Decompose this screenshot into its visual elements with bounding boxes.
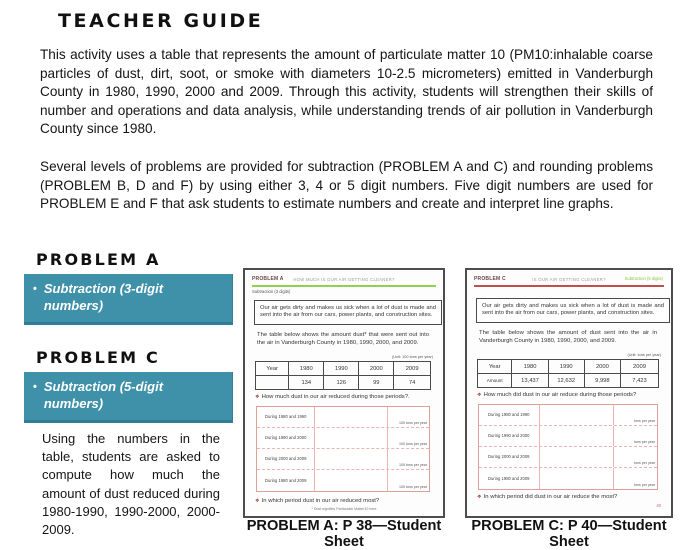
bullet-icon: • xyxy=(33,283,37,295)
sheet-a-intro-box: Our air gets dirty and makes us sick when a lot of dust is made and sent into the air from our cars, power plants, and construction sites. xyxy=(254,300,442,325)
answer-unit: 100 tons per year xyxy=(398,442,427,446)
intro-paragraph: This activity uses a table that represents the amount of particulate matter 10 (PM10:inhalable coarse particles of dust, dirt, soot, or smoke with diameters 10-2.5 micrometers) emitted in Vanderburgh County in 1980, 1990, 2000 and 2009. Through this activity, students will strengthen their skills of number and operations and data analysis, while understanding trends of air pollution in Vanderburgh County since 1980. xyxy=(40,47,653,137)
answer-row xyxy=(257,449,429,470)
answer-blank-cell xyxy=(315,449,387,469)
sheet-a-title: HOW MUCH IS OUR AIR GETTING CLEANER? xyxy=(293,277,395,282)
table-cell: 9,998 xyxy=(584,374,620,388)
table-cell: Year xyxy=(256,362,289,376)
sheet-a-answer-table xyxy=(256,406,430,492)
diamond-bullet-icon: ❖ xyxy=(477,392,482,398)
table-cell: 134 xyxy=(289,376,324,390)
answer-period: During 1980 and 1990 xyxy=(257,407,315,427)
sheet-c-title: IS OUR AIR GETTING CLEANER? xyxy=(532,277,606,282)
answer-period: During 2000 and 2009 xyxy=(479,447,540,467)
table-cell: 13,437 xyxy=(512,374,548,388)
problem-a-callout-label: Subtraction (3-digit numbers) xyxy=(43,281,164,313)
table-cell: 2000 xyxy=(359,362,394,376)
sheet-a-unit-note: (Unit: 100 tons per year) xyxy=(392,355,433,359)
sheet-c-data-table xyxy=(477,359,659,388)
sheet-a-question-1 xyxy=(255,394,410,400)
answer-blank-cell xyxy=(315,428,387,448)
answer-blank-cell xyxy=(315,470,387,491)
sheet-a-footnote: * Dust signifies Particulate Matter10 here xyxy=(311,507,377,511)
problem-c-callout-label: Subtraction (5-digit numbers) xyxy=(43,379,164,411)
table-cell: 12,632 xyxy=(548,374,584,388)
sheet-a-data-table xyxy=(255,361,431,390)
answer-unit: tons per year xyxy=(634,419,655,423)
question-text: In which period did dust in our air reduce the most? xyxy=(483,494,618,500)
table-cell: 7,423 xyxy=(620,374,658,388)
red-divider xyxy=(474,285,664,287)
diamond-bullet-icon: ❖ xyxy=(255,394,260,400)
student-sheet-c-thumbnail xyxy=(465,268,673,518)
table-cell: 1980 xyxy=(512,360,548,374)
green-divider xyxy=(252,285,436,287)
table-cell: 99 xyxy=(359,376,394,390)
answer-row xyxy=(479,405,657,426)
problem-a-heading: PROBLEM A xyxy=(36,250,161,269)
table-cell: 1980 xyxy=(289,362,324,376)
answer-row xyxy=(479,426,657,447)
answer-unit: 100 tons per year xyxy=(398,463,427,467)
problem-c-callout xyxy=(24,372,233,423)
student-sheet-a-thumbnail xyxy=(243,268,445,518)
levels-paragraph: Several levels of problems are provided for subtraction (PROBLEM A and C) and rounding problems (PROBLEM B, D and F) by using either 3, 4 or 5 digit numbers. Five digit numbers are used for PROBLEM E and F that ask students to estimate numbers and create and interpret line graphs. xyxy=(40,159,653,212)
answer-period: During 1980 and 1990 xyxy=(479,405,540,425)
table-cell: Year xyxy=(478,360,512,374)
answer-period: During 1990 and 2000 xyxy=(257,428,315,448)
sheet-c-header-label: PROBLEM C xyxy=(474,276,506,282)
answer-row xyxy=(257,428,429,449)
answer-period: During 1980 and 2009 xyxy=(479,468,540,489)
table-cell: 1990 xyxy=(548,360,584,374)
page-title: TEACHER GUIDE xyxy=(58,10,264,32)
sheet-c-answer-table xyxy=(478,404,658,490)
answer-row xyxy=(479,468,657,489)
table-cell: 2009 xyxy=(620,360,658,374)
table-row xyxy=(478,360,659,374)
answer-period: During 1980 and 2009 xyxy=(257,470,315,491)
table-cell: 74 xyxy=(394,376,431,390)
table-cell: 1990 xyxy=(324,362,359,376)
sheet-c-question-2 xyxy=(477,494,617,500)
sheet-c-caption: PROBLEM C: P 40—Student Sheet xyxy=(471,518,667,550)
question-text: How much dust in our air reduced during those periods?. xyxy=(261,394,410,400)
bullet-icon: • xyxy=(33,381,37,393)
answer-blank-cell xyxy=(540,468,615,489)
sheet-c-intro-box: Our air gets dirty and makes us sick when a lot of dust is made and sent into the air from our cars, power plants, and construction sites. xyxy=(476,298,670,323)
question-text: In which period dust in our air reduced most? xyxy=(261,498,380,504)
table-cell xyxy=(256,376,289,390)
answer-unit: 100 tons per year xyxy=(398,485,427,489)
sheet-a-caption: PROBLEM A: P 38—Student Sheet xyxy=(246,518,442,550)
table-row xyxy=(256,362,431,376)
sheet-a-question-2 xyxy=(255,498,379,504)
answer-unit: tons per year xyxy=(634,440,655,444)
answer-row xyxy=(479,447,657,468)
table-cell: 2009 xyxy=(394,362,431,376)
diamond-bullet-icon: ❖ xyxy=(477,494,482,500)
problem-a-callout xyxy=(24,274,233,325)
answer-unit: tons per year xyxy=(634,461,655,465)
answer-blank-cell xyxy=(315,407,387,427)
sheet-c-subtitle: Subtraction (5 digits) xyxy=(624,276,663,281)
answer-row xyxy=(257,470,429,491)
table-row xyxy=(256,376,431,390)
table-row xyxy=(478,374,659,388)
diamond-bullet-icon: ❖ xyxy=(255,498,260,504)
sheet-a-table-intro: The table below shows the amount dust* that were sent out into the air in Vanderburgh County in 1980, 1990, 2000, and 2009. xyxy=(257,332,429,346)
sheet-c-table-intro: The table below shows the amount of dust sent into the air in Vanderburgh County in 1980, 1990, 2000, and 2009. xyxy=(479,330,657,344)
table-cell: 126 xyxy=(324,376,359,390)
answer-unit: 100 tons per year xyxy=(398,421,427,425)
problem-c-heading: PROBLEM C xyxy=(36,348,161,367)
question-text: How much did dust in our air reduce during those periods? xyxy=(483,392,637,398)
answer-row xyxy=(257,407,429,428)
answer-blank-cell xyxy=(540,405,615,425)
answer-period: During 2000 and 2009 xyxy=(257,449,315,469)
sheet-c-page-number: 40 xyxy=(656,503,661,508)
answer-blank-cell xyxy=(540,426,615,446)
table-cell: 2000 xyxy=(584,360,620,374)
sheet-a-header-label: PROBLEM A xyxy=(252,276,284,282)
sheet-a-subtitle: Subtraction (3 digits) xyxy=(252,289,291,294)
answer-blank-cell xyxy=(540,447,615,467)
answer-period: During 1990 and 2000 xyxy=(479,426,540,446)
left-note-paragraph: Using the numbers in the table, students are asked to compute how much the amount of dust reduced during 1980-1990, 1990-2000, 2000-2009. xyxy=(42,431,220,538)
table-cell: Amount xyxy=(478,374,512,388)
sheet-c-question-1 xyxy=(477,392,636,398)
sheet-c-unit-note: (Unit: tons per year) xyxy=(627,353,661,357)
answer-unit: tons per year xyxy=(634,483,655,487)
